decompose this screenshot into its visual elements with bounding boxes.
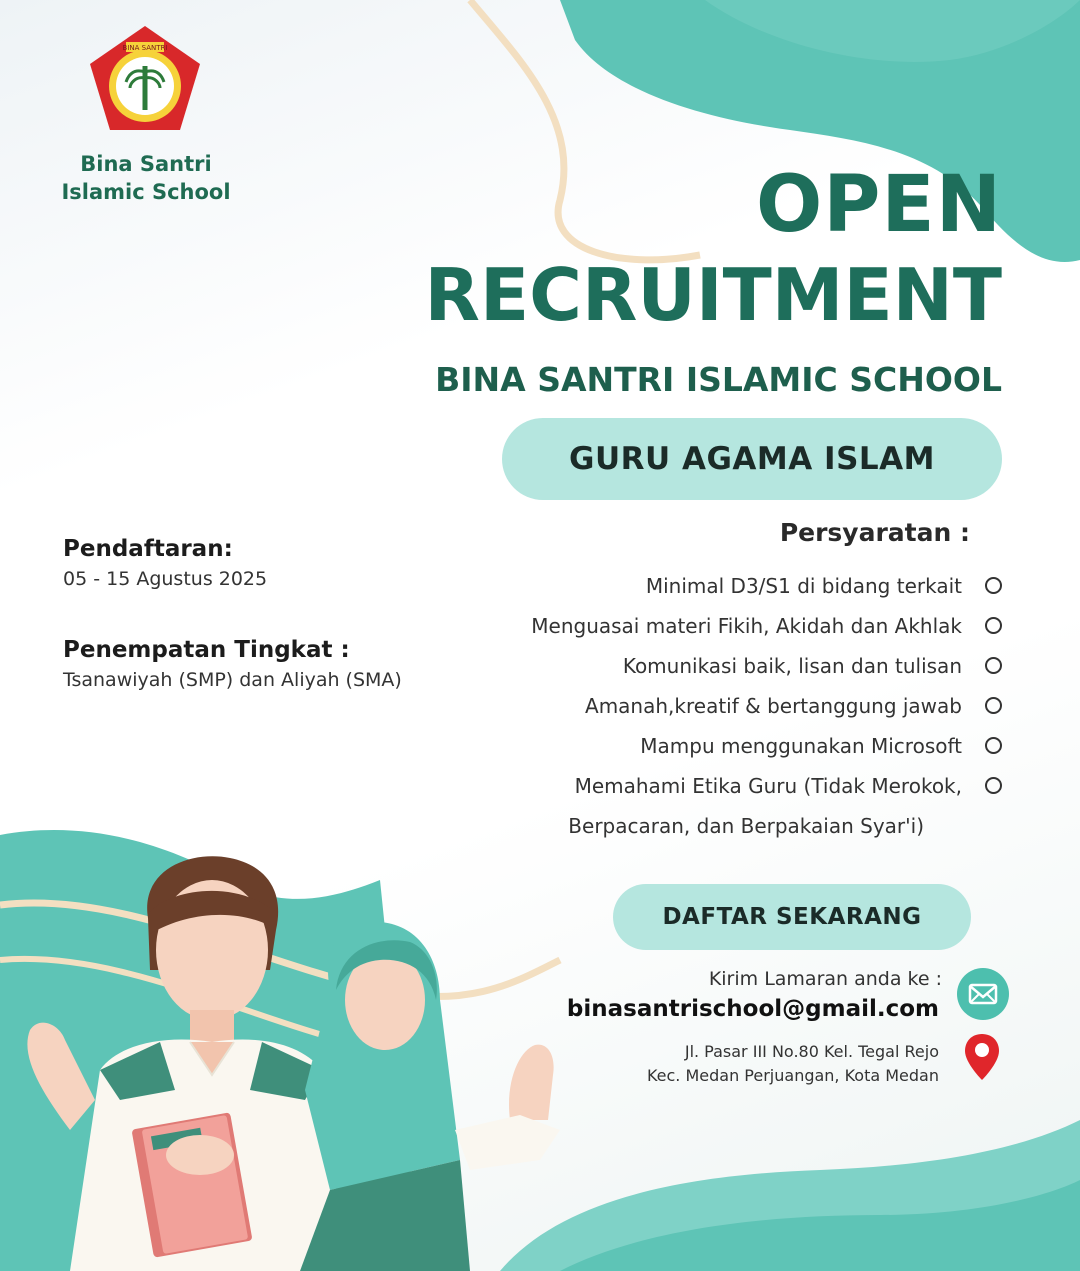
- requirements-title: Persyaratan :: [779, 518, 970, 547]
- position-title: GURU AGAMA ISLAM: [569, 441, 935, 477]
- circle-bullet-icon: [985, 617, 1002, 634]
- circle-bullet-icon: [985, 777, 1002, 794]
- teachers-illustration: [0, 830, 700, 1271]
- map-pin-icon: [962, 1032, 1002, 1082]
- logo-text: BINA SANTRI: [122, 44, 168, 52]
- circle-bullet-icon: [985, 657, 1002, 674]
- requirements-list: [342, 566, 962, 846]
- register-now-label: DAFTAR SEKARANG: [662, 904, 922, 930]
- placement-label: Penempatan Tingkat :: [63, 637, 350, 663]
- address-line1: Jl. Pasar III No.80 Kel. Tegal Rejo: [684, 1042, 939, 1061]
- school-logo: [88, 24, 202, 134]
- requirement-text: Minimal D3/S1 di bidang terkait: [645, 574, 962, 598]
- circle-bullet-icon: [985, 737, 1002, 754]
- headline-subtitle: BINA SANTRI ISLAMIC SCHOOL: [435, 360, 1002, 399]
- headline-open: OPEN: [755, 160, 1002, 250]
- contact-email[interactable]: binasantrischool@gmail.com: [566, 996, 939, 1022]
- circle-bullet-icon: [985, 697, 1002, 714]
- circle-bullet-icon: [985, 577, 1002, 594]
- requirement-item: [342, 686, 962, 726]
- requirement-item: [342, 606, 962, 646]
- school-name-line1: Bina Santri: [80, 152, 212, 176]
- requirement-text: Amanah,kreatif & bertanggung jawab: [585, 694, 962, 718]
- requirement-text: Berpacaran, dan Berpakaian Syar'i): [568, 814, 924, 838]
- requirement-item: [342, 566, 962, 606]
- school-name-line2: Islamic School: [61, 180, 231, 204]
- placement-value: Tsanawiyah (SMP) dan Aliyah (SMA): [63, 669, 402, 691]
- registration-section: [63, 536, 267, 590]
- school-name: [46, 150, 246, 206]
- requirement-text: Memahami Etika Guru (Tidak Merokok,: [574, 774, 962, 798]
- requirement-text: Menguasai materi Fikih, Akidah dan Akhlak: [531, 614, 962, 638]
- position-badge: [502, 418, 1002, 500]
- envelope-icon: [957, 968, 1009, 1020]
- send-application-label: Kirim Lamaran anda ke :: [708, 968, 942, 990]
- requirement-text: Mampu menggunakan Microsoft: [640, 734, 962, 758]
- registration-label: Pendaftaran:: [63, 536, 233, 562]
- headline-recruitment: RECRUITMENT: [424, 253, 1002, 337]
- requirement-item: [342, 766, 962, 806]
- requirement-text: Komunikasi baik, lisan dan tulisan: [622, 654, 962, 678]
- address-line2: Kec. Medan Perjuangan, Kota Medan: [646, 1066, 939, 1085]
- requirement-item: [342, 726, 962, 766]
- requirement-item: [342, 646, 962, 686]
- registration-date: 05 - 15 Agustus 2025: [63, 568, 268, 590]
